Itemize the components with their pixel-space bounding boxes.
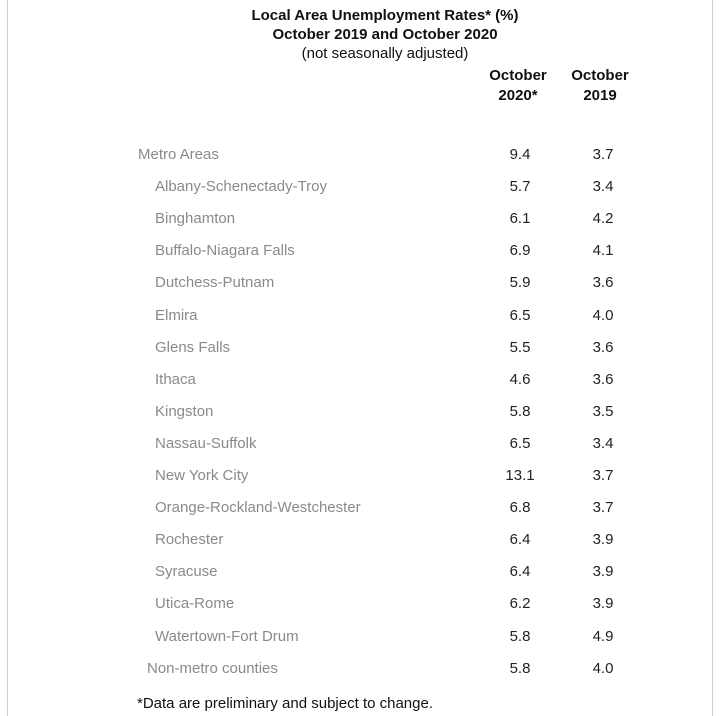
row-label: Metro Areas [138,146,219,163]
value-october-2020: 5.5 [509,338,531,356]
value-october-2020: 6.4 [509,563,531,581]
table-row [0,466,720,498]
row-label: New York City [155,467,249,484]
value-october-2019: 3.9 [592,563,614,581]
table-row [0,530,720,562]
value-october-2020: 6.4 [509,531,531,549]
title-line-1: Local Area Unemployment Rates* (%) [251,7,519,24]
value-october-2019: 4.1 [592,242,614,260]
row-label: Glens Falls [155,338,231,356]
row-label: Watertown-Fort Drum [155,627,299,645]
value-october-2020: 5.9 [509,274,531,292]
row-label: Binghamton [155,210,236,228]
value-october-2019: 4.9 [592,627,614,645]
value-october-2020: 6.5 [509,306,531,324]
table-row [0,273,720,305]
value-october-2019: 3.9 [592,595,614,613]
column-header-october-2020 [476,66,560,106]
row-label: Syracuse [155,563,218,581]
table-row [0,338,720,370]
value-october-2019: 3.5 [592,402,614,420]
table-title [0,6,720,63]
value-october-2019: 3.4 [592,434,614,452]
value-october-2020: 6.2 [509,595,531,613]
row-label: Albany-Schenectady-Troy [155,178,328,196]
value-october-2019: 3.7 [592,499,614,517]
table-row [0,562,720,594]
column-header-line: 2019 [583,87,617,104]
row-label: Utica-Rome [155,595,235,613]
column-header-october-2019 [558,66,642,106]
row-label: Elmira [155,306,198,324]
row-label: Non-metro counties [147,659,278,677]
value-october-2020: 5.7 [509,178,531,196]
value-october-2019: 3.7 [592,146,614,163]
title-line-3: (not seasonally adjusted) [301,45,469,62]
value-october-2020: 13.1 [505,467,535,484]
value-october-2020: 6.8 [509,499,531,517]
table-row [0,209,720,241]
value-october-2019: 4.0 [592,659,614,677]
value-october-2019: 3.7 [592,467,614,484]
value-october-2020: 4.6 [509,370,531,388]
row-label: Ithaca [155,370,196,388]
row-label: Rochester [155,531,224,549]
row-label: Dutchess-Putnam [155,274,275,292]
column-header-line: October [489,67,547,84]
value-october-2019: 4.0 [592,306,614,324]
table-row [0,370,720,402]
value-october-2020: 6.5 [509,434,531,452]
value-october-2020: 6.9 [509,242,531,260]
value-october-2020: 5.8 [509,659,531,677]
row-label: Orange-Rockland-Westchester [155,499,361,517]
value-october-2020: 5.8 [509,627,531,645]
table-row [0,594,720,626]
column-header-line: October [571,67,629,84]
table-row [0,177,720,209]
row-label: Kingston [155,402,214,420]
value-october-2019: 3.6 [592,338,614,356]
value-october-2020: 6.1 [509,210,531,228]
value-october-2019: 3.6 [592,274,614,292]
row-label: Nassau-Suffolk [155,434,257,452]
table-row [0,434,720,466]
row-label: Buffalo-Niagara Falls [155,242,295,260]
value-october-2019: 3.4 [592,178,614,196]
value-october-2019: 3.9 [592,531,614,549]
footnote: *Data are preliminary and subject to change. [137,695,434,712]
column-header-line: 2020* [498,87,538,104]
table-row [0,241,720,273]
value-october-2020: 9.4 [509,146,531,163]
table-row [0,306,720,338]
value-october-2020: 5.8 [509,402,531,420]
table-row [0,627,720,659]
table-row [0,498,720,530]
value-october-2019: 3.6 [592,370,614,388]
table-row [0,145,720,177]
value-october-2019: 4.2 [592,210,614,228]
table-row [0,402,720,434]
table-row [0,659,720,691]
title-line-2: October 2019 and October 2020 [272,26,498,43]
